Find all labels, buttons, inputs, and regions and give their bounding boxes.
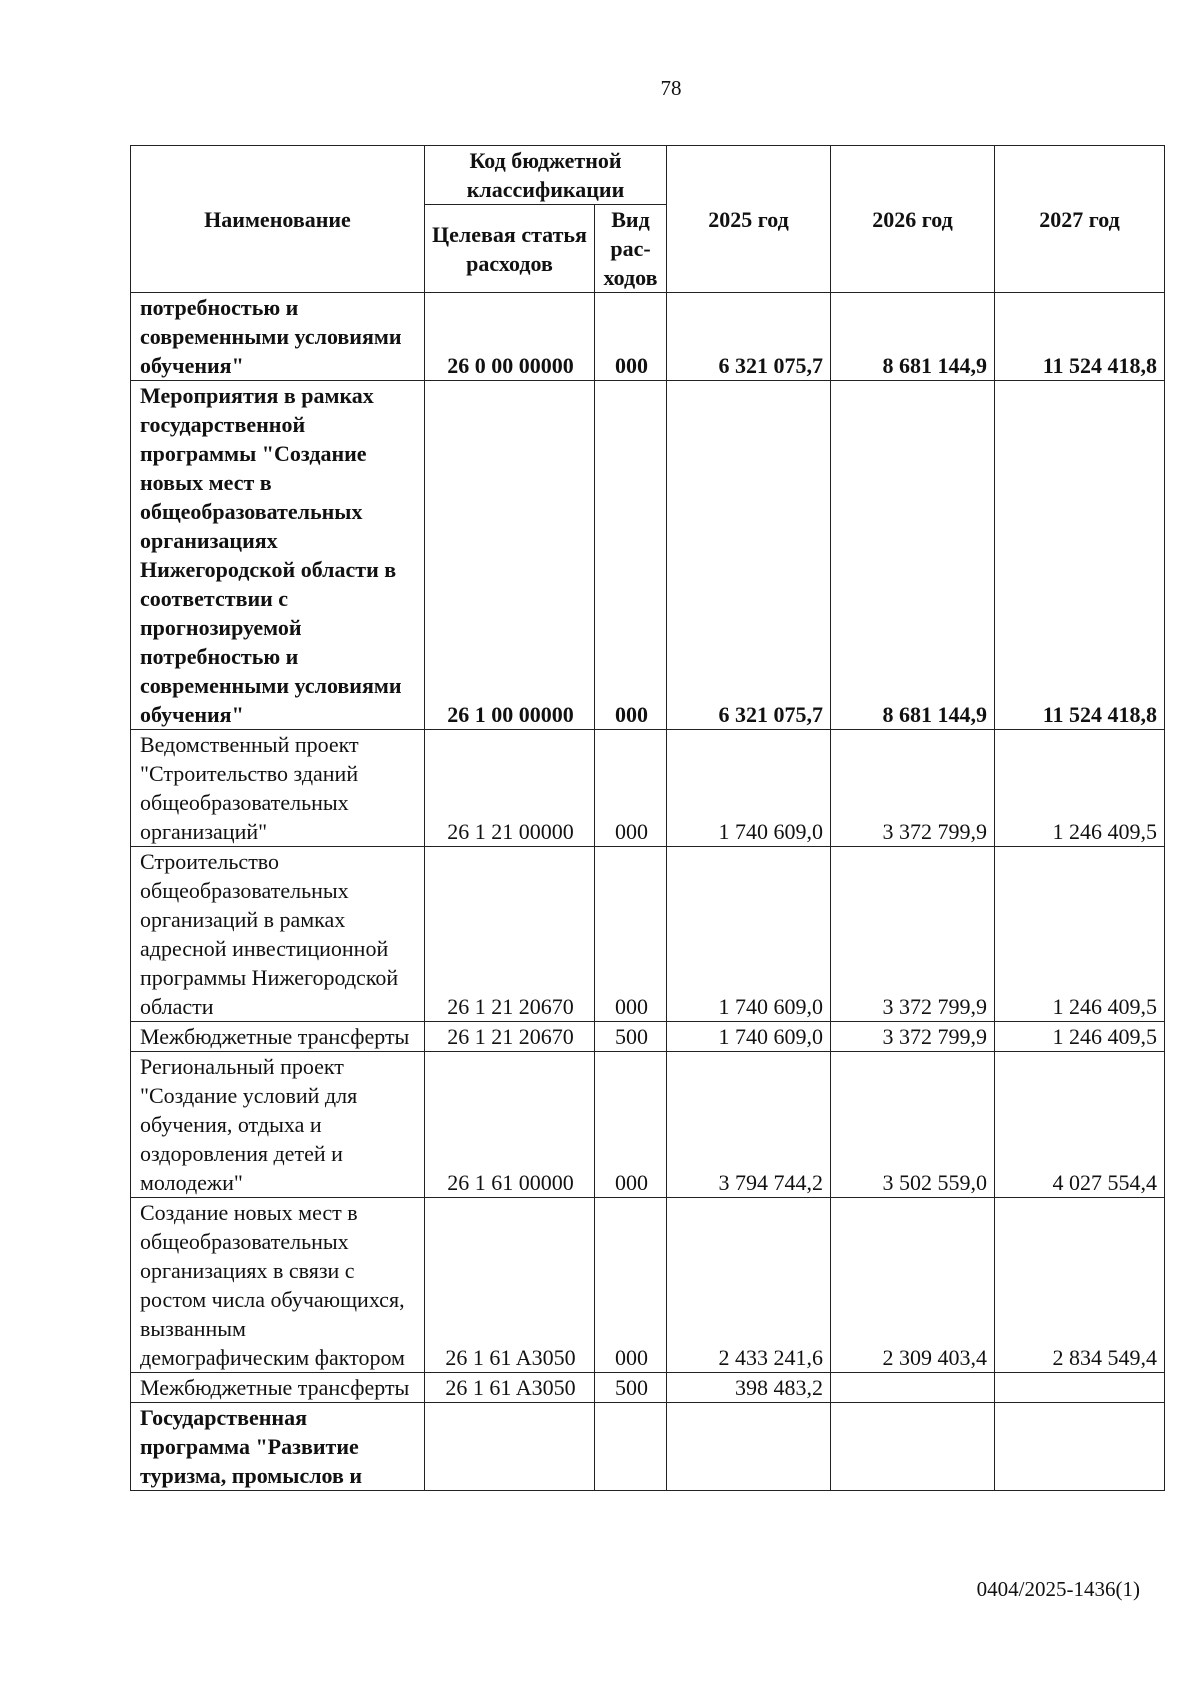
table-row xyxy=(131,1022,1165,1052)
row-2025: 1 740 609,0 xyxy=(667,1022,831,1052)
row-2027 xyxy=(995,1373,1165,1403)
row-2027: 4 027 554,4 xyxy=(995,1052,1165,1198)
row-2025: 1 740 609,0 xyxy=(667,847,831,1022)
row-name: Межбюджетные трансферты xyxy=(131,1373,425,1403)
table-row xyxy=(131,1403,1165,1491)
row-kind: 000 xyxy=(595,730,667,847)
row-name: потребностью и современными условиями обучения" xyxy=(131,293,425,381)
row-name: Создание новых мест в общеобразовательных организациях в связи с ростом числа обучающихся, вызванным демографическим фактором xyxy=(131,1198,425,1373)
row-2027 xyxy=(995,1403,1165,1491)
row-2025: 2 433 241,6 xyxy=(667,1198,831,1373)
table-row xyxy=(131,847,1165,1022)
row-name: Региональный проект "Создание условий для обучения, отдыха и оздоровления детей и молодежи" xyxy=(131,1052,425,1198)
page-number: 78 xyxy=(660,76,682,100)
row-kind: 500 xyxy=(595,1022,667,1052)
row-2025: 3 794 744,2 xyxy=(667,1052,831,1198)
row-2025: 398 483,2 xyxy=(667,1373,831,1403)
header-row-top xyxy=(131,146,1165,205)
row-2026: 8 681 144,9 xyxy=(831,293,995,381)
table-row xyxy=(131,1198,1165,1373)
budget-table xyxy=(130,145,1165,1491)
row-kind: 000 xyxy=(595,1198,667,1373)
row-name: Государственная программа "Развитие туризма, промыслов и xyxy=(131,1403,425,1491)
row-name: Строительство общеобразовательных организаций в рамках адресной инвестиционной программы Нижегородской области xyxy=(131,847,425,1022)
row-kind: 000 xyxy=(595,381,667,730)
table-row xyxy=(131,730,1165,847)
row-2026: 2 309 403,4 xyxy=(831,1198,995,1373)
row-2026: 3 372 799,9 xyxy=(831,730,995,847)
row-2026: 8 681 144,9 xyxy=(831,381,995,730)
row-2027: 1 246 409,5 xyxy=(995,730,1165,847)
row-2026 xyxy=(831,1403,995,1491)
row-kind: 000 xyxy=(595,1052,667,1198)
row-kind: 500 xyxy=(595,1373,667,1403)
row-code xyxy=(425,1403,595,1491)
row-kind: 000 xyxy=(595,293,667,381)
document-code: 0404/2025-1436(1) xyxy=(976,1577,1140,1601)
row-code: 26 1 21 20670 xyxy=(425,847,595,1022)
row-2025: 6 321 075,7 xyxy=(667,381,831,730)
header-2027: 2027 год xyxy=(995,146,1165,293)
row-code: 26 1 21 20670 xyxy=(425,1022,595,1052)
row-name: Мероприятия в рамках государственной программы "Создание новых мест в общеобразовательных организациях Нижегородской области в соответствии с прогнозируемой потребностью и современными условиями обучения" xyxy=(131,381,425,730)
row-2025: 6 321 075,7 xyxy=(667,293,831,381)
row-kind: 000 xyxy=(595,847,667,1022)
row-2027: 1 246 409,5 xyxy=(995,847,1165,1022)
row-2027: 1 246 409,5 xyxy=(995,1022,1165,1052)
row-2026: 3 502 559,0 xyxy=(831,1052,995,1198)
row-2027: 11 524 418,8 xyxy=(995,381,1165,730)
row-code: 26 1 61 00000 xyxy=(425,1052,595,1198)
row-kind xyxy=(595,1403,667,1491)
row-2026: 3 372 799,9 xyxy=(831,847,995,1022)
row-code: 26 1 21 00000 xyxy=(425,730,595,847)
table-row xyxy=(131,1373,1165,1403)
header-name: Наименование xyxy=(131,146,425,293)
row-2026 xyxy=(831,1373,995,1403)
header-target: Целевая статья расходов xyxy=(425,205,595,293)
header-2026: 2026 год xyxy=(831,146,995,293)
table-row xyxy=(131,381,1165,730)
row-2025 xyxy=(667,1403,831,1491)
row-2027: 2 834 549,4 xyxy=(995,1198,1165,1373)
row-2027: 11 524 418,8 xyxy=(995,293,1165,381)
row-code: 26 1 61 A3050 xyxy=(425,1198,595,1373)
row-2026: 3 372 799,9 xyxy=(831,1022,995,1052)
row-name: Межбюджетные трансферты xyxy=(131,1022,425,1052)
row-2025: 1 740 609,0 xyxy=(667,730,831,847)
row-name: Ведомственный проект "Строительство зданий общеобразовательных организаций" xyxy=(131,730,425,847)
row-code: 26 1 61 A3050 xyxy=(425,1373,595,1403)
header-kbk: Код бюджетной классификации xyxy=(425,146,667,205)
header-2025: 2025 год xyxy=(667,146,831,293)
row-code: 26 1 00 00000 xyxy=(425,381,595,730)
table-row xyxy=(131,293,1165,381)
row-code: 26 0 00 00000 xyxy=(425,293,595,381)
table-row xyxy=(131,1052,1165,1198)
header-kind: Вид рас-ходов xyxy=(595,205,667,293)
